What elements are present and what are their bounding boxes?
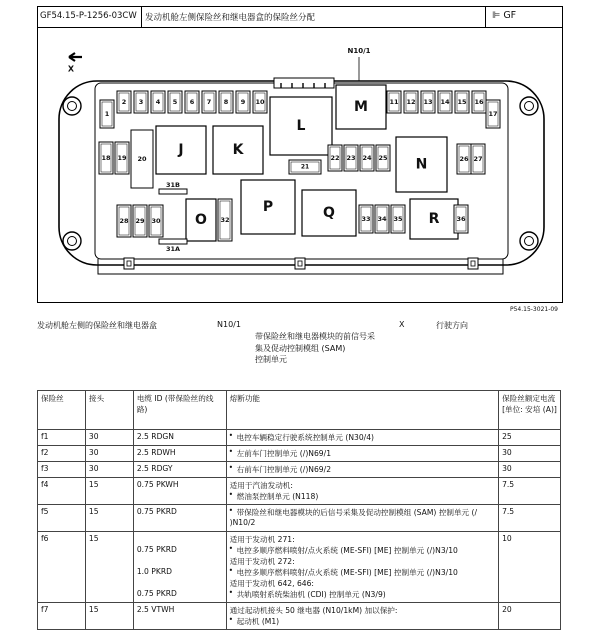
fuse-label-12: 12 bbox=[406, 98, 416, 106]
cell-fuse: f1 bbox=[38, 430, 86, 446]
fuse-label-31B: 31B bbox=[166, 181, 180, 189]
table-row bbox=[38, 603, 561, 630]
cell-fuse: f6 bbox=[38, 532, 86, 603]
mount-hole-inner bbox=[68, 102, 77, 111]
cell-connector: 15 bbox=[85, 478, 133, 505]
cell-rating: 7.5 bbox=[499, 505, 561, 532]
cell-rating: 7.5 bbox=[499, 478, 561, 505]
fuse-label-29: 29 bbox=[135, 217, 145, 225]
cell-connector: 30 bbox=[85, 462, 133, 478]
mount-hole-inner bbox=[525, 102, 534, 111]
cell-cable bbox=[133, 446, 226, 462]
cell-rating: 30 bbox=[499, 446, 561, 462]
fuse-label-35: 35 bbox=[393, 215, 403, 223]
legend-item-name: 发动机舱左侧的保险丝和继电器盒 bbox=[37, 321, 157, 330]
relay-label-L: L bbox=[296, 118, 306, 134]
cell-connector: 30 bbox=[85, 430, 133, 446]
cell-function bbox=[226, 532, 498, 603]
legend-description: 带保险丝和继电器模块的前信号采 集及促动控制模组 (SAM) 控制单元 bbox=[255, 332, 375, 364]
relay-label-N: N bbox=[415, 156, 428, 173]
function-note: 适用于发动机 272: bbox=[229, 557, 295, 566]
fuse-label-36: 36 bbox=[456, 215, 466, 223]
col-header-connector: 接头 bbox=[85, 391, 133, 430]
function-note: 适用于汽油发动机: bbox=[229, 481, 293, 490]
cell-rating: 30 bbox=[499, 462, 561, 478]
cable-id: 0.75 PKRD bbox=[136, 589, 177, 598]
gf-icon: ⊫ bbox=[492, 10, 501, 21]
cable-id: 2.5 VTWH bbox=[136, 605, 175, 614]
fuse-label-26: 26 bbox=[459, 155, 469, 163]
cell-connector: 15 bbox=[85, 505, 133, 532]
function-bullet: • 电控多顺序燃料喷射/点火系统 (ME-SFI) [ME] 控制单元 (/)N3/10 bbox=[230, 545, 495, 556]
doc-code: GF54.15-P-1256-03CW bbox=[38, 7, 142, 27]
fuse-label-4: 4 bbox=[155, 98, 161, 106]
cell-function bbox=[226, 478, 498, 505]
document-header bbox=[37, 6, 563, 28]
mount-hole-inner bbox=[525, 237, 534, 246]
fuse-label-23: 23 bbox=[346, 154, 356, 162]
cell-rating: 10 bbox=[499, 532, 561, 603]
cell-fuse: f2 bbox=[38, 446, 86, 462]
fuse-box-diagram bbox=[37, 27, 563, 303]
col-header-fuse: 保险丝 bbox=[38, 391, 86, 430]
doc-title: 发动机舱左侧保险丝和继电器盒的保险丝分配 bbox=[142, 7, 486, 27]
cell-function bbox=[226, 505, 498, 532]
latch-slot bbox=[471, 261, 475, 266]
cell-cable bbox=[133, 462, 226, 478]
fuse-label-3: 3 bbox=[138, 98, 144, 106]
cable-id bbox=[137, 578, 223, 589]
function-note: 通过起动机接头 50 继电器 (N10/1kM) 加以保护: bbox=[229, 606, 398, 615]
fuse-label-31A: 31A bbox=[165, 245, 181, 253]
function-bullet: • 起动机 (M1) bbox=[230, 616, 495, 627]
latch-slot bbox=[298, 261, 302, 266]
function-bullet: • 燃油泵控制单元 (N118) bbox=[230, 491, 495, 502]
cable-id: 2.5 RDGN bbox=[136, 432, 174, 441]
fuse-label-15: 15 bbox=[457, 98, 467, 106]
fuse-label-22: 22 bbox=[330, 154, 340, 162]
fuse-label-8: 8 bbox=[223, 98, 229, 106]
cell-fuse: f7 bbox=[38, 603, 86, 630]
function-note: 适用于发动机 271: bbox=[229, 535, 295, 544]
table-row bbox=[38, 505, 561, 532]
fuse-label-5: 5 bbox=[172, 98, 178, 106]
figure-ref: P54.15-3021-09 bbox=[509, 306, 558, 313]
cell-cable bbox=[133, 532, 226, 603]
mount-hole-inner bbox=[68, 237, 77, 246]
function-bullet: • 左前车门控制单元 (/)N69/1 bbox=[230, 448, 495, 459]
fuse-label-18: 18 bbox=[101, 154, 111, 162]
function-bullet: • 电控多顺序燃料喷射/点火系统 (ME-SFI) [ME] 控制单元 (/)N3/10 bbox=[230, 567, 495, 578]
fuse-bar bbox=[159, 239, 187, 244]
latch-slot bbox=[127, 261, 131, 266]
fuse-label-21: 21 bbox=[300, 163, 310, 171]
fuse-label-19: 19 bbox=[117, 154, 127, 162]
direction-arrow-icon bbox=[69, 53, 82, 61]
legend-code: N10/1 bbox=[217, 320, 241, 329]
cell-fuse: f3 bbox=[38, 462, 86, 478]
cell-function bbox=[226, 430, 498, 446]
fuse-label-27: 27 bbox=[473, 155, 483, 163]
cell-cable bbox=[133, 505, 226, 532]
fuse-box-svg bbox=[38, 27, 562, 302]
cell-connector: 15 bbox=[85, 532, 133, 603]
fuse-bar bbox=[159, 189, 187, 194]
fuse-table bbox=[37, 390, 561, 630]
fuse-label-34: 34 bbox=[377, 215, 387, 223]
fuse-label-1: 1 bbox=[104, 110, 110, 118]
fuse-label-32: 32 bbox=[220, 216, 230, 224]
function-bullet: • 共轨喷射系统柴油机 (CDI) 控制单元 (N3/9) bbox=[230, 589, 495, 600]
cell-function bbox=[226, 462, 498, 478]
fuse-label-33: 33 bbox=[361, 215, 371, 223]
fuse-label-6: 6 bbox=[189, 98, 195, 106]
cell-function bbox=[226, 603, 498, 630]
col-header-rating: 保险丝额定电流 [单位: 安培 (A)] bbox=[499, 391, 561, 430]
cell-fuse: f4 bbox=[38, 478, 86, 505]
cable-id: 2.5 RDGY bbox=[136, 464, 173, 473]
fuse-label-14: 14 bbox=[440, 98, 450, 106]
relay-label-J: J bbox=[178, 142, 184, 158]
cell-connector: 30 bbox=[85, 446, 133, 462]
legend-x-code: X bbox=[399, 320, 405, 329]
cable-id bbox=[137, 556, 223, 567]
fuse-label-16: 16 bbox=[474, 98, 484, 106]
relay-label-R: R bbox=[428, 211, 440, 227]
function-bullet: • 电控车辆稳定行驶系统控制单元 (N30/4) bbox=[230, 432, 495, 443]
fuse-label-25: 25 bbox=[378, 154, 388, 162]
cell-fuse: f5 bbox=[38, 505, 86, 532]
relay-label-P: P bbox=[262, 199, 274, 215]
table-row bbox=[38, 462, 561, 478]
cell-rating: 20 bbox=[499, 603, 561, 630]
cell-cable bbox=[133, 603, 226, 630]
fuse-label-7: 7 bbox=[206, 98, 212, 106]
table-row bbox=[38, 430, 561, 446]
cable-id bbox=[137, 534, 223, 545]
function-bullet: • 右前车门控制单元 (/)N69/2 bbox=[230, 464, 495, 475]
col-header-function: 熔断功能 bbox=[226, 391, 498, 430]
fuse-label-9: 9 bbox=[240, 98, 246, 106]
fuse-label-13: 13 bbox=[423, 98, 433, 106]
cell-function bbox=[226, 446, 498, 462]
relay-label-O: O bbox=[195, 212, 207, 228]
cell-cable bbox=[133, 430, 226, 446]
cell-rating: 25 bbox=[499, 430, 561, 446]
cable-id: 2.5 RDWH bbox=[136, 448, 176, 457]
table-row bbox=[38, 532, 561, 603]
cell-connector: 15 bbox=[85, 603, 133, 630]
fuse-label-10: 10 bbox=[255, 98, 265, 106]
gf-mark: ⊫ GF bbox=[492, 10, 517, 21]
cable-id: 1.0 PKRD bbox=[136, 567, 172, 576]
relay-label-M: M bbox=[354, 99, 368, 115]
table-row bbox=[38, 478, 561, 505]
fuse-label-20: 20 bbox=[137, 155, 147, 163]
cable-id: 0.75 PKRD bbox=[136, 507, 177, 516]
cable-id: 0.75 PKRD bbox=[136, 545, 177, 554]
table-header-row bbox=[38, 391, 561, 430]
function-note: 适用于发动机 642, 646: bbox=[229, 579, 314, 588]
fuse-label-11: 11 bbox=[389, 98, 399, 106]
direction-label: X bbox=[67, 64, 75, 74]
relay-label-K: K bbox=[232, 142, 244, 158]
fuse-label-24: 24 bbox=[362, 154, 372, 162]
fuse-label-30: 30 bbox=[151, 217, 161, 225]
fuse-label-28: 28 bbox=[119, 217, 129, 225]
cable-id: 0.75 PKWH bbox=[136, 480, 179, 489]
legend-x-desc: 行驶方向 bbox=[436, 321, 468, 330]
table-row bbox=[38, 446, 561, 462]
fuse-label-2: 2 bbox=[121, 98, 127, 106]
function-note: )N10/2 bbox=[229, 518, 256, 527]
cell-cable bbox=[133, 478, 226, 505]
diagram-top-label: N10/1 bbox=[347, 47, 371, 55]
function-bullet: • 带保险丝和继电器模块的后信号采集及促动控制模组 (SAM) 控制单元 (/ bbox=[230, 507, 495, 518]
fuse-label-17: 17 bbox=[488, 110, 498, 118]
col-header-cable: 电缆 ID (带保险丝的线路) bbox=[133, 391, 226, 430]
relay-label-Q: Q bbox=[323, 205, 335, 221]
